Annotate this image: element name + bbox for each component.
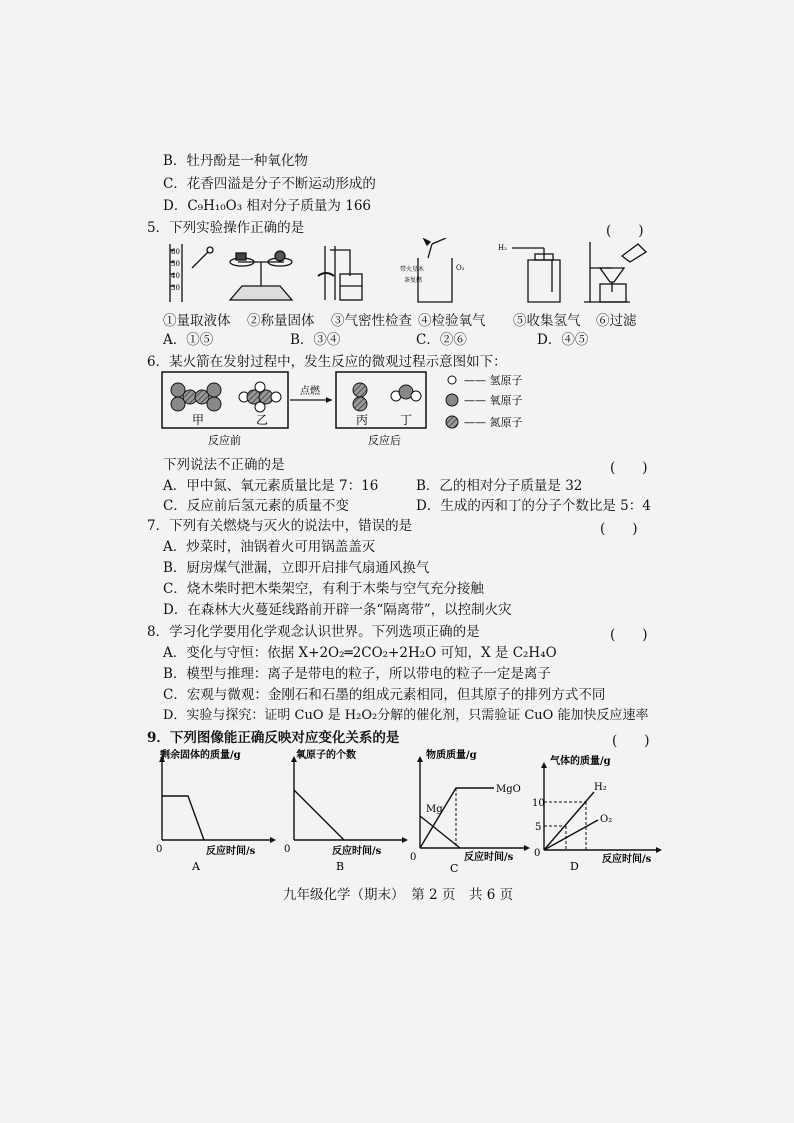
tick-5: 5 (535, 822, 542, 833)
q5-apparatus-figure (160, 238, 650, 310)
q8-option-b: B．模型与推理：离子是带电的粒子，所以带电的粒子一定是离子 (163, 666, 551, 682)
x-label: 反应时间/s (206, 846, 256, 857)
fig-label-4: ④检验氧气 (418, 313, 486, 329)
mg-curve (420, 816, 460, 848)
fig-label-1: ①量取液体 (163, 313, 231, 329)
q5-option-d: D．④⑤ (537, 332, 589, 348)
q5-option-a: A．①⑤ (163, 332, 214, 348)
scale-40: 40 (171, 272, 180, 280)
hydrogen-collection-figure (512, 248, 560, 302)
scale-30: 30 (171, 284, 180, 292)
molecule-jia (171, 383, 221, 411)
legend-oxygen: —— 氧原子 (464, 394, 523, 407)
x-axis-arrow (270, 837, 276, 843)
graph-d (528, 752, 668, 878)
q6-option-c: C．反应前后氢元素的质量不变 (163, 498, 349, 514)
q8-stem: 8．学习化学要用化学观念认识世界。下列选项正确的是 (147, 624, 480, 640)
q7-option-c: C．烧木柴时把木柴架空，有利于木柴与空气充分接触 (163, 581, 484, 597)
q9-answer-paren: ( ) (612, 733, 650, 749)
q7-option-a: A．炒菜时，油锅着火可用锅盖盖灭 (163, 539, 376, 555)
origin: 0 (156, 844, 163, 855)
label-before: 反应前 (208, 434, 241, 447)
graph-b (282, 748, 412, 874)
legend-oxygen-symbol (446, 394, 458, 406)
fig-label-6: ⑥过滤 (596, 313, 637, 329)
legend-nitrogen-symbol (446, 416, 458, 428)
series-mg: Mg (426, 804, 443, 815)
q6-question: 下列说法不正确的是 (163, 457, 285, 473)
q5-stem: 5．下列实验操作正确的是 (147, 220, 305, 236)
legend-hydrogen-symbol (448, 376, 456, 384)
scale-60: 60 (171, 248, 180, 256)
y-axis-arrow (417, 756, 423, 762)
origin: 0 (284, 844, 291, 855)
graph-letter: D (570, 860, 579, 873)
stick-label-2: 条复燃 (404, 277, 423, 284)
series-mgo: MgO (496, 784, 521, 795)
q7-option-d: D．在森林大火蔓延线路前开辟一条“隔离带”，以控制火灾 (163, 602, 512, 618)
fig-label-2: ②称量固体 (247, 313, 315, 329)
q7-stem: 7．下列有关燃烧与灭火的说法中，错误的是 (147, 518, 413, 534)
mgo-curve (420, 788, 494, 848)
q4-option-c: C．花香四溢是分子不断运动形成的 (163, 176, 376, 192)
q6-stem: 6．某火箭在发射过程中，发生反应的微观过程示意图如下： (147, 354, 507, 370)
graph-letter: A (192, 860, 200, 873)
q6-answer-paren: ( ) (610, 460, 648, 476)
q6-option-a: A．甲中氮、氧元素质量比是 7：16 (163, 478, 379, 494)
y-label: 剩余固体的质量/g (160, 750, 241, 761)
origin: 0 (534, 848, 541, 859)
y-label: 氧原子的个数 (296, 750, 356, 761)
legend-hydrogen: —— 氢原子 (464, 374, 523, 387)
q4-option-b: B．牡丹酚是一种氧化物 (163, 153, 308, 169)
balance-figure (230, 251, 292, 300)
molecule-bing (353, 383, 367, 411)
molecule-yi (239, 382, 281, 412)
series-o2: O₂ (600, 814, 613, 825)
label-after: 反应后 (368, 434, 401, 447)
graph-letter: B (336, 860, 345, 873)
y-label: 气体的质量/g (550, 756, 611, 767)
q9-stem: 9．下列图像能正确反映对应变化关系的是 (147, 730, 400, 746)
q7-answer-paren: ( ) (600, 521, 638, 537)
graph-a (150, 748, 280, 874)
fig-label-3: ③气密性检查 (331, 313, 412, 329)
q8-answer-paren: ( ) (610, 627, 648, 643)
ignite-label: 点燃 (300, 386, 320, 397)
scale-50: 50 (171, 260, 180, 268)
h2-label: H₂ (498, 244, 507, 252)
label-jia: 甲 (192, 413, 205, 427)
origin: 0 (410, 852, 417, 863)
label-bing: 丙 (356, 413, 369, 427)
curve (162, 796, 204, 840)
q5-option-c: C．②⑥ (416, 332, 467, 348)
x-axis-arrow (656, 847, 662, 853)
y-axis-arrow (541, 762, 547, 768)
molecule-ding (391, 385, 421, 401)
airtightness-figure (318, 246, 362, 300)
q4-option-d: D．C₉H₁₀O₃ 相对分子质量为 166 (163, 198, 371, 214)
q8-option-a: A．变化与守恒：依据 X+2O₂═2CO₂+2H₂O 可知，X 是 C₂H₄O (163, 645, 557, 661)
q7-option-b: B．厨房煤气泄漏，立即开启排气扇通风换气 (163, 560, 430, 576)
tick-10: 10 (532, 798, 545, 809)
label-ding: 丁 (400, 413, 413, 427)
stick-label-1: 带火星木 (400, 266, 425, 273)
x-label: 反应时间/s (332, 846, 382, 857)
filtration-figure (584, 242, 646, 302)
q8-option-c: C．宏观与微观：金刚石和石墨的组成元素相同，但其原子的排列方式不同 (163, 687, 606, 703)
x-label: 反应时间/s (464, 852, 514, 863)
curve (294, 790, 344, 840)
q8-option-d: D．实验与探究：证明 CuO 是 H₂O₂分解的催化剂，只需验证 CuO 能加快反应速率 (163, 708, 649, 723)
graph-letter: C (450, 862, 459, 874)
q5-option-b: B．③④ (290, 332, 341, 348)
x-label: 反应时间/s (602, 854, 652, 865)
legend-nitrogen: —— 氮原子 (464, 416, 523, 429)
page-footer: 九年级化学（期末） 第 2 页 共 6 页 (283, 887, 514, 903)
label-yi: 乙 (256, 413, 269, 427)
q6-reaction-diagram (160, 370, 580, 450)
o2-label: O₂ (456, 264, 465, 272)
q6-option-b: B．乙的相对分子质量是 32 (416, 478, 583, 494)
series-h2: H₂ (594, 782, 607, 793)
h2-curve (544, 792, 594, 850)
q6-option-d: D．生成的丙和丁的分子个数比是 5：4 (416, 498, 651, 514)
q5-answer-paren: ( ) (606, 223, 644, 239)
y-label: 物质质量/g (426, 750, 477, 761)
fig-label-5: ⑤收集氢气 (513, 313, 581, 329)
o2-curve (544, 820, 598, 850)
